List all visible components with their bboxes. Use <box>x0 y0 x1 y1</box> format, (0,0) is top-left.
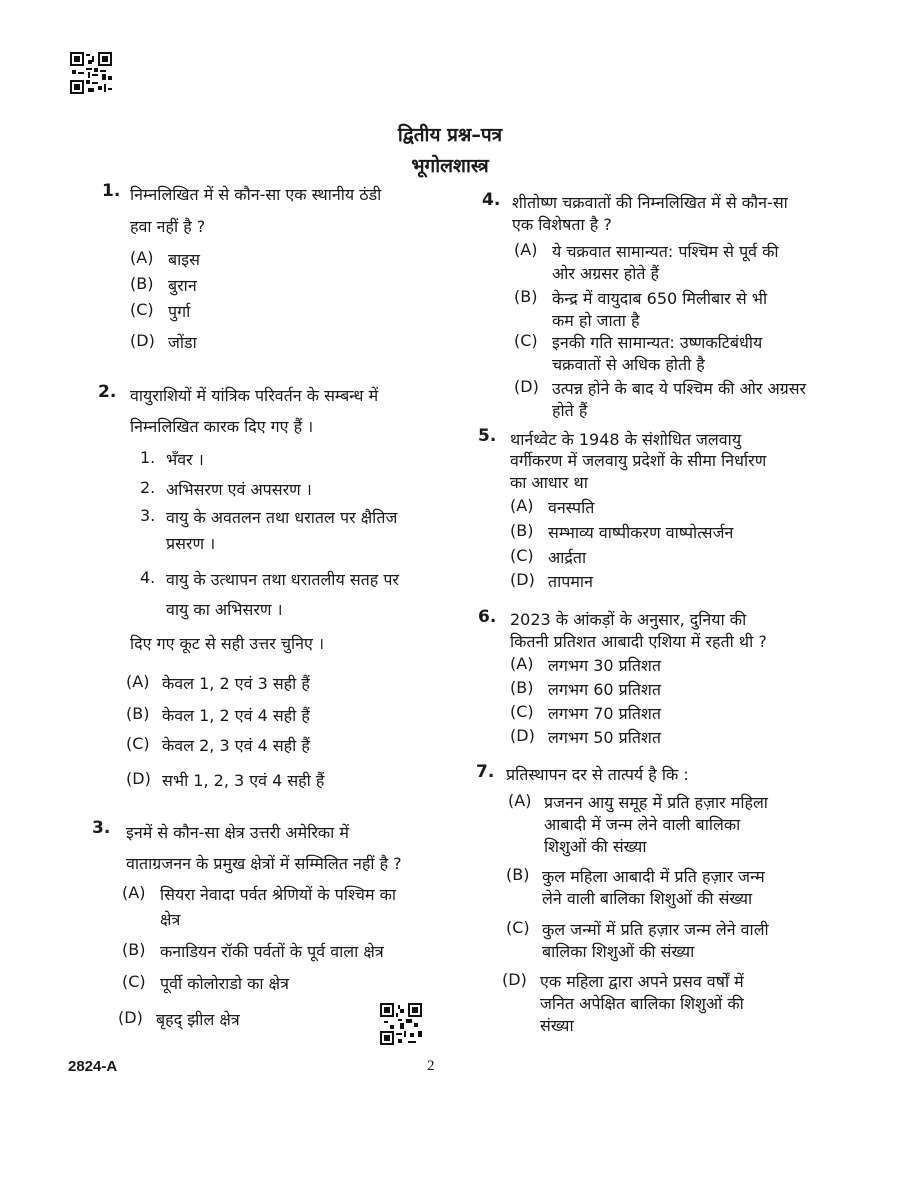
question-text: प्रतिस्थापन दर से तात्पर्य है कि : <box>506 765 689 784</box>
subject-title: भूगोलशास्त्र <box>411 155 489 177</box>
option-label: (D) <box>502 970 527 989</box>
option-label: (A) <box>514 240 538 259</box>
option-text: एक महिला द्वारा अपने प्रसव वर्षों में <box>540 972 744 991</box>
option-label: (A) <box>510 496 534 515</box>
option-text: क्षेत्र <box>160 910 181 929</box>
option-label: (B) <box>130 274 154 293</box>
question-text: शीतोष्ण चक्रवातों की निम्नलिखित में से कौन-सा <box>512 193 788 212</box>
question-number: 1. <box>102 181 121 201</box>
paper-title: द्वितीय प्रश्न–पत्र <box>397 124 503 146</box>
option-text: वनस्पति <box>548 498 595 517</box>
option-label: (A) <box>130 248 154 267</box>
question-text: कितनी प्रतिशत आबादी एशिया में रहती थी ? <box>510 632 767 651</box>
option-text: पूर्वी कोलोराडो का क्षेत्र <box>160 974 289 993</box>
question-number: 3. <box>92 818 111 838</box>
option-text: सम्भाव्य वाष्पीकरण वाष्पोत्सर्जन <box>548 523 734 542</box>
option-label: (D) <box>510 726 535 745</box>
option-text: आर्द्रता <box>548 548 587 567</box>
option-text: पुर्गा <box>168 302 191 321</box>
option-text: बाइस <box>168 250 200 269</box>
statement-text: प्रसरण । <box>166 534 216 553</box>
option-label: (C) <box>514 331 538 350</box>
option-text: शिशुओं की संख्या <box>544 837 647 856</box>
statement-number: 3. <box>140 506 156 525</box>
option-text: इनकी गति सामान्यत: उष्णकटिबंधीय <box>552 333 763 352</box>
option-label: (D) <box>130 331 155 350</box>
option-label: (D) <box>514 377 539 396</box>
option-text: बुरान <box>168 276 197 295</box>
option-text: लगभग 70 प्रतिशत <box>548 704 662 723</box>
option-text: जोंडा <box>168 333 197 352</box>
option-label: (B) <box>510 678 534 697</box>
option-text: लेने वाली बालिका शिशुओं की संख्या <box>542 889 753 908</box>
question-text: वाताग्रजनन के प्रमुख क्षेत्रों में सम्मिलित नहीं है ? <box>126 854 402 873</box>
option-label: (A) <box>122 883 146 902</box>
option-text: कनाडियन रॉकी पर्वतों के पूर्व वाला क्षेत्र <box>160 942 384 961</box>
option-text: लगभग 30 प्रतिशत <box>548 656 662 675</box>
question-number: 4. <box>482 190 501 210</box>
question-text: हवा नहीं है ? <box>130 217 206 236</box>
option-text: ओर अग्रसर होते हैं <box>552 264 660 283</box>
question-number: 6. <box>478 607 497 627</box>
question-text: एक विशेषता है ? <box>512 215 612 234</box>
question-text: थार्नथ्वेट के 1948 के संशोधित जलवायु <box>510 430 742 449</box>
statement-text: वायु के उत्थापन तथा धरातलीय सतह पर <box>166 570 399 589</box>
qr-code-top <box>70 52 112 94</box>
option-text: सभी 1, 2, 3 एवं 4 सही हैं <box>162 771 325 790</box>
option-label: (A) <box>508 791 532 810</box>
statement-number: 1. <box>140 448 156 467</box>
statement-text: अभिसरण एवं अपसरण । <box>166 480 312 499</box>
option-text: उत्पन्न होने के बाद ये पश्चिम की ओर अग्रसर <box>552 379 807 398</box>
option-label: (D) <box>118 1008 143 1027</box>
option-label: (D) <box>126 769 151 788</box>
question-text: वर्गीकरण में जलवायु प्रदेशों के सीमा निर्धारण <box>510 451 767 470</box>
question-prompt: दिए गए कूट से सही उत्तर चुनिए । <box>130 634 325 653</box>
option-label: (C) <box>126 734 150 753</box>
option-label: (C) <box>506 918 530 937</box>
question-text: इनमें से कौन-सा क्षेत्र उत्तरी अमेरिका में <box>126 823 349 842</box>
option-label: (C) <box>130 300 154 319</box>
question-text: निम्नलिखित में से कौन-सा एक स्थानीय ठंडी <box>130 185 382 204</box>
page-number: 2 <box>427 1058 435 1074</box>
option-label: (A) <box>510 654 534 673</box>
option-text: सियरा नेवादा पर्वत श्रेणियों के पश्चिम का <box>160 885 397 904</box>
statement-text: वायु का अभिसरण । <box>166 600 283 619</box>
option-label: (C) <box>122 972 146 991</box>
option-text: तापमान <box>548 572 593 591</box>
option-label: (B) <box>122 940 146 959</box>
option-text: कम हो जाता है <box>552 311 640 330</box>
option-label: (C) <box>510 702 534 721</box>
statement-text: वायु के अवतलन तथा धरातल पर क्षैतिज <box>166 508 398 527</box>
option-label: (B) <box>506 865 530 884</box>
option-text: बालिका शिशुओं की संख्या <box>542 942 695 961</box>
statement-number: 4. <box>140 568 156 587</box>
option-text: आबादी में जन्म लेने वाली बालिका <box>544 815 741 834</box>
option-text: चक्रवातों से अधिक होती है <box>552 355 705 374</box>
option-text: ये चक्रवात सामान्यत: पश्चिम से पूर्व की <box>552 242 779 261</box>
option-label: (C) <box>510 546 534 565</box>
question-number: 7. <box>476 762 495 782</box>
option-text: लगभग 50 प्रतिशत <box>548 728 662 747</box>
question-text: वायुराशियों में यांत्रिक परिवर्तन के सम्बन्ध में <box>130 386 379 405</box>
option-text: केवल 1, 2 एवं 4 सही हैं <box>162 706 310 725</box>
statement-text: भँवर । <box>166 450 204 469</box>
option-text: प्रजनन आयु समूह में प्रति हज़ार महिला <box>544 793 768 812</box>
option-text: संख्या <box>540 1016 574 1035</box>
question-text: का आधार था <box>510 473 588 492</box>
statement-number: 2. <box>140 478 156 497</box>
option-text: कुल जन्मों में प्रति हज़ार जन्म लेने वाली <box>542 920 769 939</box>
option-text: होते हैं <box>552 401 588 420</box>
option-text: केवल 2, 3 एवं 4 सही हैं <box>162 736 310 755</box>
option-text: लगभग 60 प्रतिशत <box>548 680 662 699</box>
option-label: (B) <box>514 287 538 306</box>
question-text: 2023 के आंकड़ों के अनुसार, दुनिया की <box>510 610 747 629</box>
option-text: केवल 1, 2 एवं 3 सही हैं <box>162 674 310 693</box>
option-text: बृहद् झील क्षेत्र <box>156 1010 240 1029</box>
question-number: 5. <box>478 426 497 446</box>
question-number: 2. <box>98 382 117 402</box>
option-text: कुल महिला आबादी में प्रति हज़ार जन्म <box>542 867 765 886</box>
paper-code: 2824-A <box>68 1058 118 1075</box>
option-label: (D) <box>510 570 535 589</box>
option-text: जनित अपेक्षित बालिका शिशुओं की <box>540 994 744 1013</box>
option-label: (B) <box>126 704 150 723</box>
option-text: केन्द्र में वायुदाब 650 मिलीबार से भी <box>552 289 768 308</box>
option-label: (B) <box>510 521 534 540</box>
question-text: निम्नलिखित कारक दिए गए हैं । <box>130 417 314 436</box>
option-label: (A) <box>126 672 150 691</box>
qr-code-bottom <box>380 1003 422 1045</box>
